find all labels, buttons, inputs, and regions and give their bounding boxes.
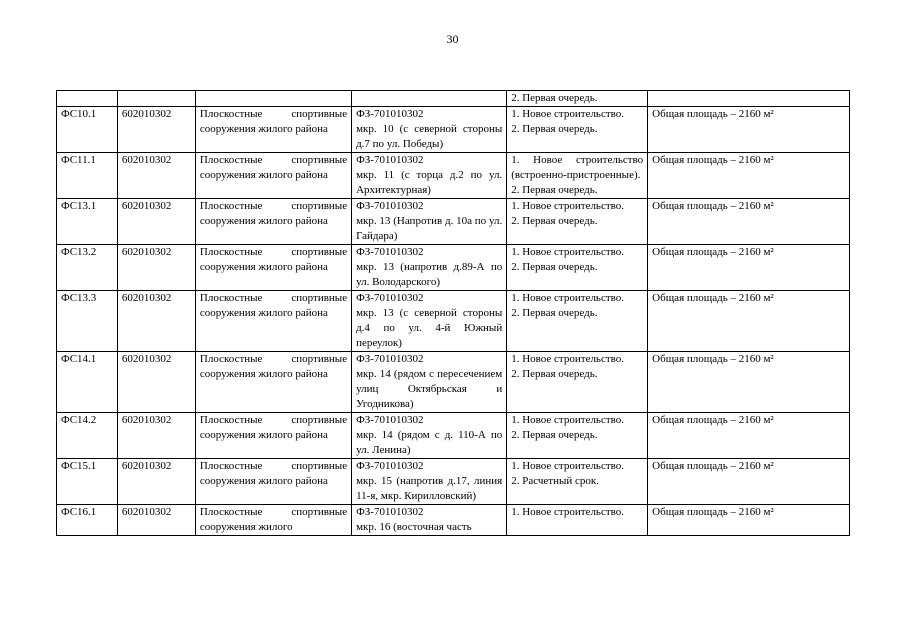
location-cell: ФЗ-701010302 мкр. 16 (восточная часть	[352, 505, 507, 536]
status-cell: 1. Новое строительство. 2. Первая очередь.	[507, 199, 648, 245]
status-cell: 1. Новое строительство. 2. Первая очередь.	[507, 352, 648, 413]
code-cell: ФС10.1	[57, 107, 118, 153]
table-row	[57, 245, 850, 291]
table-row	[57, 459, 850, 505]
table-row	[57, 352, 850, 413]
objects-table	[56, 90, 850, 536]
table-row	[57, 153, 850, 199]
number-cell: 602010302	[117, 153, 195, 199]
number-cell: 602010302	[117, 352, 195, 413]
status-cell: 2. Первая очередь.	[507, 91, 648, 107]
number-cell: 602010302	[117, 199, 195, 245]
number-cell: 602010302	[117, 107, 195, 153]
location-cell: ФЗ-701010302 мкр. 11 (с торца д.2 по ул. Архитектурная)	[352, 153, 507, 199]
table-row	[57, 291, 850, 352]
number-cell: 602010302	[117, 459, 195, 505]
code-cell: ФС16.1	[57, 505, 118, 536]
area-cell: Общая площадь – 2160 м²	[648, 459, 850, 505]
continuation-row	[57, 91, 850, 107]
code-cell: ФС14.2	[57, 413, 118, 459]
code-cell: ФС14.1	[57, 352, 118, 413]
name-cell: Плоскостные спортивные сооружения жилого района	[195, 107, 351, 153]
code-cell: ФС13.2	[57, 245, 118, 291]
location-cell: ФЗ-701010302 мкр. 14 (рядом с д. 110-А по ул. Ленина)	[352, 413, 507, 459]
name-cell: Плоскостные спортивные сооружения жилого района	[195, 153, 351, 199]
area-cell: Общая площадь – 2160 м²	[648, 352, 850, 413]
area-cell: Общая площадь – 2160 м²	[648, 153, 850, 199]
area-cell: Общая площадь – 2160 м²	[648, 413, 850, 459]
table-row	[57, 199, 850, 245]
code-cell: ФС11.1	[57, 153, 118, 199]
area-cell: Общая площадь – 2160 м²	[648, 245, 850, 291]
table-row	[57, 413, 850, 459]
location-cell: ФЗ-701010302 мкр. 14 (рядом с пересечением улиц Октябрьская и Угодникова)	[352, 352, 507, 413]
status-cell: 1. Новое строительство. 2. Первая очередь.	[507, 413, 648, 459]
name-cell: Плоскостные спортивные сооружения жилого района	[195, 352, 351, 413]
area-cell: Общая площадь – 2160 м²	[648, 107, 850, 153]
area-cell: Общая площадь – 2160 м²	[648, 291, 850, 352]
status-cell: 1. Новое строительство. 2. Расчетный срок.	[507, 459, 648, 505]
area-cell: Общая площадь – 2160 м²	[648, 505, 850, 536]
status-cell: 1. Новое строительство (встроенно-пристроенные). 2. Первая очередь.	[507, 153, 648, 199]
table-row	[57, 107, 850, 153]
location-cell: ФЗ-701010302 мкр. 13 (напротив д.89-А по ул. Володарского)	[352, 245, 507, 291]
location-cell: ФЗ-701010302 мкр. 15 (напротив д.17, линия 11-я, мкр. Кирилловский)	[352, 459, 507, 505]
area-cell: Общая площадь – 2160 м²	[648, 199, 850, 245]
number-cell: 602010302	[117, 505, 195, 536]
name-cell: Плоскостные спортивные сооружения жилого района	[195, 291, 351, 352]
name-cell: Плоскостные спортивные сооружения жилого района	[195, 413, 351, 459]
number-cell: 602010302	[117, 413, 195, 459]
number-cell: 602010302	[117, 245, 195, 291]
code-cell: ФС15.1	[57, 459, 118, 505]
name-cell: Плоскостные спортивные сооружения жилого района	[195, 245, 351, 291]
status-cell: 1. Новое строительство. 2. Первая очередь.	[507, 245, 648, 291]
name-cell: Плоскостные спортивные сооружения жилого	[195, 505, 351, 536]
number-cell: 602010302	[117, 291, 195, 352]
status-cell: 1. Новое строительство.	[507, 505, 648, 536]
location-cell: ФЗ-701010302 мкр. 13 (Напротив д. 10а по ул. Гайдара)	[352, 199, 507, 245]
table-row	[57, 505, 850, 536]
name-cell: Плоскостные спортивные сооружения жилого района	[195, 459, 351, 505]
page-number: 30	[446, 32, 459, 46]
location-cell: ФЗ-701010302 мкр. 10 (с северной стороны д.7 по ул. Победы)	[352, 107, 507, 153]
code-cell: ФС13.3	[57, 291, 118, 352]
status-cell: 1. Новое строительство. 2. Первая очередь.	[507, 107, 648, 153]
code-cell: ФС13.1	[57, 199, 118, 245]
location-cell: ФЗ-701010302 мкр. 13 (с северной стороны д.4 по ул. 4-й Южный переулок)	[352, 291, 507, 352]
status-cell: 1. Новое строительство. 2. Первая очередь.	[507, 291, 648, 352]
name-cell: Плоскостные спортивные сооружения жилого района	[195, 199, 351, 245]
